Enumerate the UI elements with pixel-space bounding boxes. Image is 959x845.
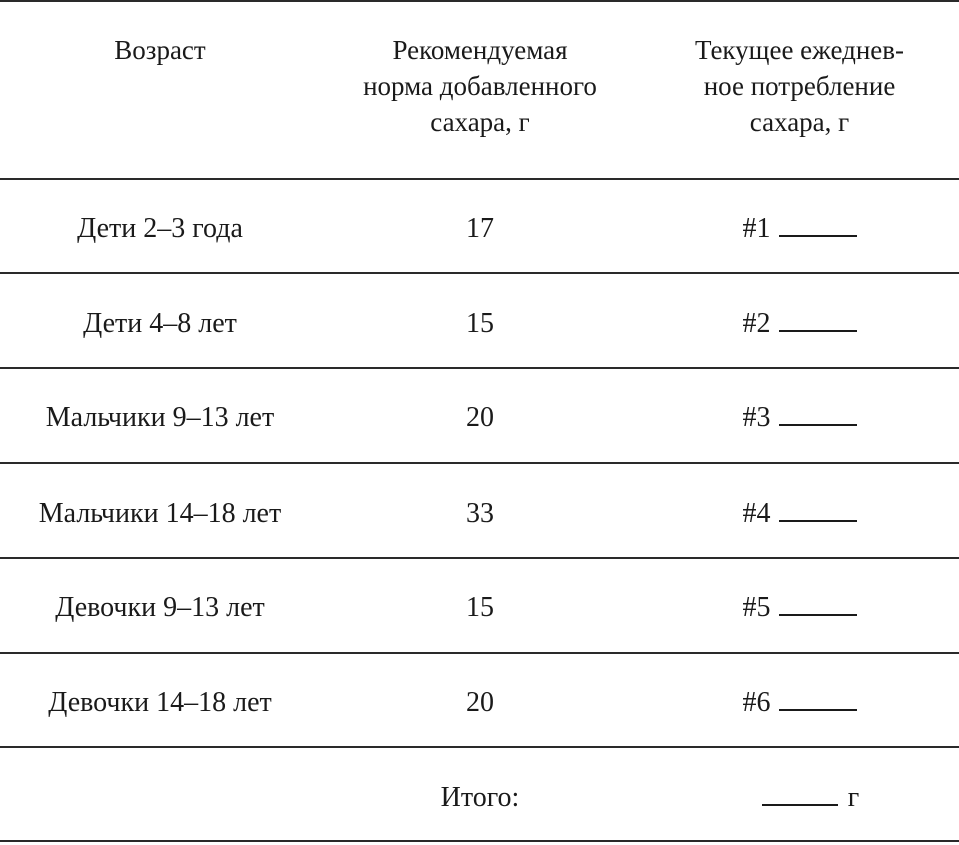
row-rule bbox=[0, 746, 959, 748]
row-age: Девочки 14–18 лет bbox=[48, 687, 272, 718]
row-current bbox=[640, 590, 959, 626]
total-value bbox=[640, 780, 959, 816]
row-norm: 15 bbox=[466, 592, 494, 623]
header-recommended-line3: сахара, г bbox=[430, 107, 530, 137]
row-current bbox=[640, 306, 959, 342]
header-current bbox=[640, 32, 959, 140]
header-current-line3: сахара, г bbox=[749, 107, 850, 137]
total-unit: г bbox=[847, 782, 860, 813]
header-recommended-line2: норма добавленного bbox=[363, 71, 597, 101]
row-current-label: #5 bbox=[742, 592, 771, 623]
row-current-label: #3 bbox=[742, 402, 771, 433]
row-rule bbox=[0, 557, 959, 559]
row-current bbox=[640, 400, 959, 436]
row-current-label: #1 bbox=[742, 213, 771, 244]
row-rule bbox=[0, 462, 959, 464]
row-rule bbox=[0, 652, 959, 654]
answer-blank[interactable] bbox=[779, 211, 857, 237]
total-answer-blank[interactable] bbox=[762, 780, 838, 806]
header-recommended bbox=[320, 32, 640, 140]
answer-blank[interactable] bbox=[779, 306, 857, 332]
header-rule bbox=[0, 178, 959, 180]
row-norm: 33 bbox=[466, 498, 494, 529]
row-rule bbox=[0, 272, 959, 274]
header-current-line1: Текущее ежеднев- bbox=[694, 35, 904, 65]
row-current-label: #2 bbox=[742, 308, 771, 339]
row-current-label: #6 bbox=[742, 687, 771, 718]
row-norm: 17 bbox=[466, 213, 494, 244]
answer-blank[interactable] bbox=[779, 400, 857, 426]
total-label: Итого: bbox=[440, 782, 520, 813]
row-rule bbox=[0, 367, 959, 369]
answer-blank[interactable] bbox=[779, 496, 857, 522]
row-current bbox=[640, 685, 959, 721]
row-current bbox=[640, 211, 959, 247]
answer-blank[interactable] bbox=[779, 590, 857, 616]
row-current bbox=[640, 496, 959, 532]
row-age: Мальчики 9–13 лет bbox=[45, 402, 275, 433]
answer-blank[interactable] bbox=[779, 685, 857, 711]
bottom-rule bbox=[0, 840, 959, 842]
header-recommended-line1: Рекомендуемая bbox=[392, 35, 568, 65]
row-norm: 15 bbox=[466, 308, 494, 339]
row-norm: 20 bbox=[466, 687, 494, 718]
row-age: Дети 4–8 лет bbox=[83, 308, 237, 339]
header-age-text: Возраст bbox=[114, 35, 206, 65]
row-current-label: #4 bbox=[742, 498, 771, 529]
row-age: Мальчики 14–18 лет bbox=[38, 498, 282, 529]
top-rule bbox=[0, 0, 959, 2]
row-norm: 20 bbox=[466, 402, 494, 433]
row-age: Дети 2–3 года bbox=[77, 213, 243, 244]
row-age: Девочки 9–13 лет bbox=[55, 592, 265, 623]
header-age bbox=[0, 32, 320, 68]
header-current-line2: ное потребление bbox=[703, 71, 896, 101]
